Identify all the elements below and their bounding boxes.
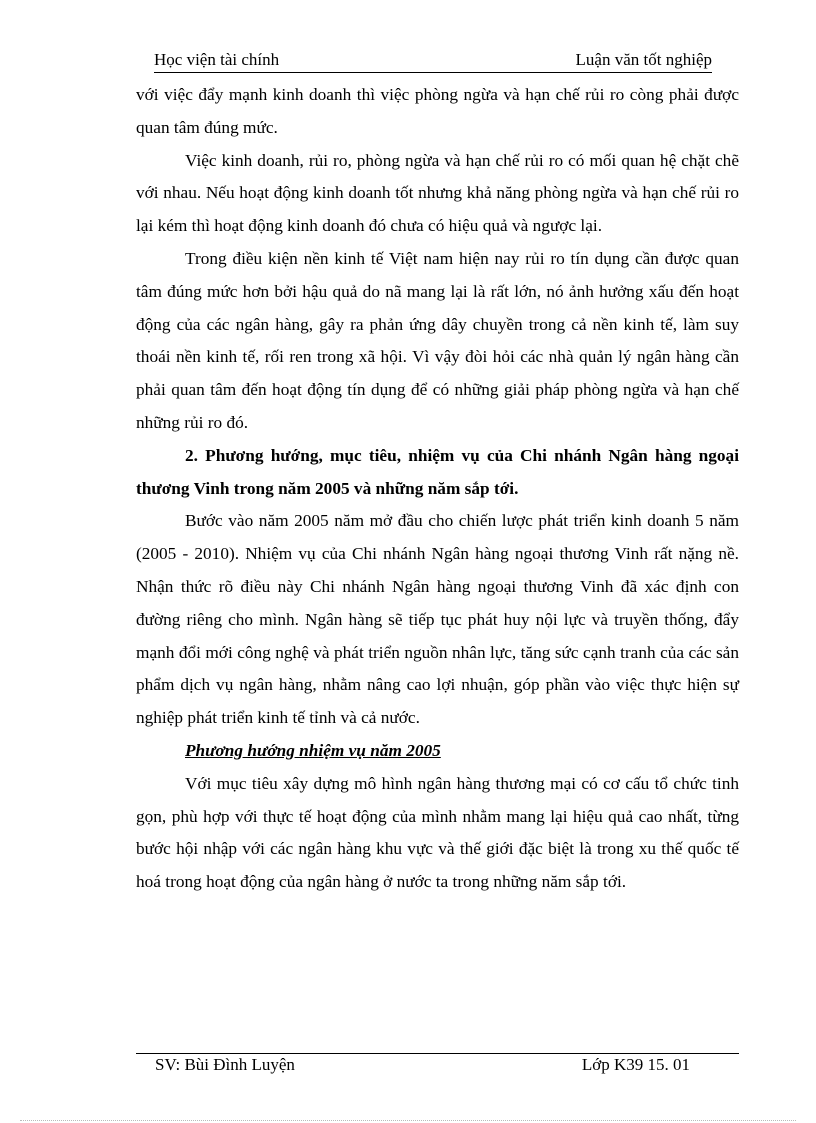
footer-divider — [136, 1053, 739, 1054]
page-body — [136, 79, 739, 899]
subsection-heading: Phương hướng nhiệm vụ năm 2005 — [185, 740, 441, 760]
header-institution: Học viện tài chính — [154, 50, 280, 69]
page-edge-divider — [20, 1120, 796, 1121]
paragraph: Việc kinh doanh, rủi ro, phòng ngừa và hạn chế rủi ro có mối quan hệ chặt chẽ với nhau. Nếu hoạt động kinh doanh tốt nhưng khả năng phòng ngừa và hạn chế rủi ro lại kém thì hoạt động kinh doanh đó chưa có hiệu quả và ngược lại. — [136, 150, 739, 236]
paragraph: Trong điều kiện nền kinh tế Việt nam hiện nay rủi ro tín dụng cần được quan tâm đúng mức hơn bởi hậu quả do nã mang lại là rất lớn, nó ảnh hưởng xấu đến hoạt động của các ngân hàng, gây ra phản ứng dây chuyền trong cả nền kinh tế, làm suy thoái nền kinh tế, rối ren trong xã hội. Vì vậy đòi hỏi các nhà quản lý ngân hàng cần phải quan tâm đến hoạt động tín dụng để có những giải pháp phòng ngừa và hạn chế những rủi ro đó. — [136, 248, 739, 432]
paragraph: Với mục tiêu xây dựng mô hình ngân hàng thương mại có cơ cấu tổ chức tinh gọn, phù hợp với thực tế hoạt động của mình nhằm mang lại hiệu quả cao nhất, từng bước hội nhập với các ngân hàng khu vực và thế giới đặc biệt là trong xu thế quốc tế hoá trong hoạt động của ngân hàng ở nước ta trong những năm sắp tới. — [136, 773, 739, 892]
header-document-type: Luận văn tốt nghiệp — [575, 50, 712, 69]
paragraph-continuation: với việc đẩy mạnh kinh doanh thì việc phòng ngừa và hạn chế rủi ro còng phải được quan tâm đúng mức. — [136, 85, 739, 137]
section-heading: 2. Phương hướng, mục tiêu, nhiệm vụ của Chi nhánh Ngân hàng ngoại thương Vinh trong năm 2005 và những năm sắp tới. — [136, 445, 739, 498]
paragraph: Bước vào năm 2005 năm mở đầu cho chiến lược phát triển kinh doanh 5 năm (2005 - 2010). Nhiệm vụ của Chi nhánh Ngân hàng ngoại thương Vinh rất nặng nề. Nhận thức rõ điều này Chi nhánh Ngân hàng ngoại thương Vinh đã xác định con đường riêng cho mình. Ngân hàng sẽ tiếp tục phát huy nội lực và truyền thống, đẩy mạnh đổi mới công nghệ và phát triển nguồn nhân lực, tăng sức cạnh tranh của các sản phẩm dịch vụ ngân hàng, nhằm nâng cao lợi nhuận, góp phần vào việc thực hiện sự nghiệp phát triển kinh tế tỉnh và cả nước. — [136, 511, 739, 728]
page-header — [154, 50, 712, 73]
footer-class: Lớp K39 15. 01 — [581, 1055, 690, 1074]
footer-student: SV: Bùi Đình Luyện — [155, 1055, 295, 1074]
page-footer — [155, 1055, 690, 1077]
